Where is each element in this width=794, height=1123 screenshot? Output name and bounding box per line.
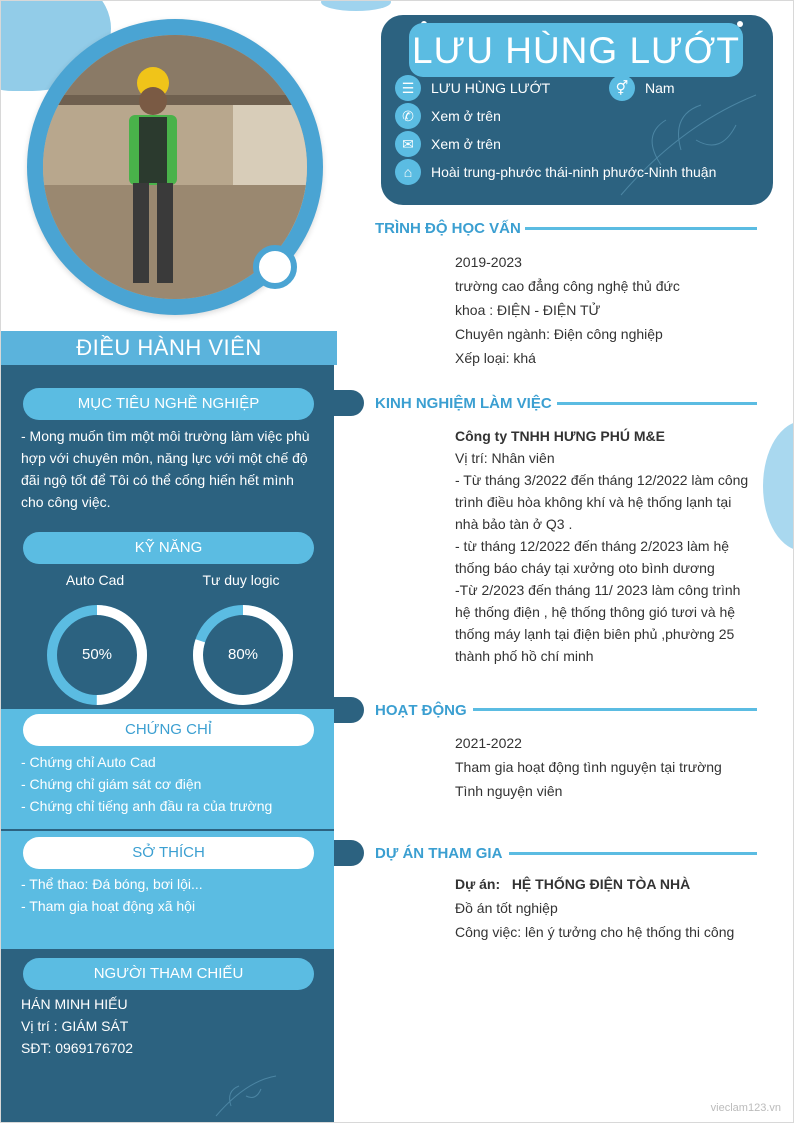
skill-value: 80% xyxy=(227,646,259,663)
location-icon: ⌂ xyxy=(395,159,421,185)
list-item: - Chứng chỉ giám sát cơ điện xyxy=(21,776,202,792)
project-type: Đồ án tốt nghiệp xyxy=(455,900,558,916)
skill-name: Auto Cad xyxy=(65,572,125,588)
decorative-blob xyxy=(763,421,794,551)
list-item: - Tham gia hoạt động xã hội xyxy=(21,898,196,914)
skill-name: Tư duy logic xyxy=(202,572,280,588)
section-divider xyxy=(525,227,757,230)
photo-decor-dot xyxy=(253,245,297,289)
references-heading: NGƯỜI THAM CHIẾU xyxy=(23,958,314,990)
certificates-list xyxy=(21,751,319,817)
gender-value: Nam xyxy=(645,80,675,96)
references-list xyxy=(21,993,319,1059)
career-goal-text: - Mong muốn tìm một môi trường làm việc phù hợp với chuyên môn, năng lực với một chế độ đãi ngộ tốt để Tôi có thể cống hiến hết mình cho công việc. xyxy=(21,428,310,510)
activities-heading: HOẠT ĐỘNG xyxy=(375,702,467,719)
education-major: Chuyên ngành: Điện công nghiệp xyxy=(455,326,663,342)
experience-detail: - từ tháng 12/2022 đến tháng 2/2023 làm hệ thống báo cháy tại xưởng oto bình dương xyxy=(455,538,730,576)
email-value: Xem ở trên xyxy=(431,136,501,152)
education-block xyxy=(455,250,755,370)
education-years: 2019-2023 xyxy=(455,254,522,270)
skills-heading: KỸ NĂNG xyxy=(23,532,314,564)
fullname-value: LƯU HÙNG LƯỚT xyxy=(431,80,551,96)
info-address xyxy=(395,159,716,185)
skill-value: 50% xyxy=(81,646,113,663)
career-goal-heading: MỤC TIÊU NGHỀ NGHIỆP xyxy=(23,388,314,420)
info-fullname xyxy=(395,75,550,101)
education-school: trường cao đẳng công nghệ thủ đức xyxy=(455,278,680,294)
phone-icon: ✆ xyxy=(395,103,421,129)
watermark: vieclam123.vn xyxy=(710,1102,781,1114)
header-card xyxy=(381,15,773,205)
activity-desc: Tham gia hoạt động tình nguyện tại trường xyxy=(455,759,722,775)
leaf-decoration xyxy=(211,1071,281,1121)
leaf-decoration xyxy=(611,85,761,205)
section-divider xyxy=(557,402,757,405)
project-name: HỆ THỐNG ĐIỆN TÒA NHÀ xyxy=(511,876,691,892)
activity-role: Tình nguyện viên xyxy=(455,783,563,799)
reference-position: Vị trí : GIÁM SÁT xyxy=(21,1018,129,1034)
profile-photo-frame xyxy=(27,19,323,315)
phone-value: Xem ở trên xyxy=(431,108,501,124)
certificates-heading: CHỨNG CHỈ xyxy=(23,714,314,746)
experience-detail: - Từ tháng 3/2022 đến tháng 12/2022 làm công trình điều hòa không khí và hệ thống lạnh tại nhà bảo tàn ở Q3 . xyxy=(455,472,749,532)
candidate-name: LƯU HÙNG LƯỚT xyxy=(409,23,743,77)
email-icon: ✉ xyxy=(395,131,421,157)
list-item: - Chứng chỉ Auto Cad xyxy=(21,754,156,770)
activities-block xyxy=(455,731,765,803)
experience-heading: KINH NGHIỆM LÀM VIỆC xyxy=(375,395,552,412)
reference-name: HÁN MINH HIẾU xyxy=(21,996,128,1012)
project-label: Dự án: xyxy=(455,876,501,892)
experience-company: Công ty TNHH HƯNG PHÚ M&E xyxy=(455,428,665,444)
address-value: Hoài trung-phước thái-ninh phước-Ninh thuận xyxy=(431,164,717,180)
id-card-icon: ☰ xyxy=(395,75,421,101)
hobbies-list xyxy=(21,873,319,917)
reference-phone: SĐT: 0969176702 xyxy=(21,1040,134,1056)
section-tab xyxy=(334,840,364,866)
projects-block xyxy=(455,872,765,944)
education-grade: Xếp loại: khá xyxy=(455,350,536,366)
list-item: - Chứng chỉ tiếng anh đầu ra của trường xyxy=(21,798,273,814)
list-item: - Thể thao: Đá bóng, bơi lội... xyxy=(21,876,203,892)
experience-position: Vị trí: Nhân viên xyxy=(455,450,555,466)
info-email xyxy=(395,131,501,157)
info-phone xyxy=(395,103,501,129)
activity-years: 2021-2022 xyxy=(455,735,522,751)
section-tab xyxy=(334,697,364,723)
education-faculty: khoa : ĐIỆN - ĐIỆN TỬ xyxy=(455,302,601,318)
gender-icon: ⚥ xyxy=(609,75,635,101)
hobbies-heading: SỞ THÍCH xyxy=(23,837,314,869)
section-divider xyxy=(509,852,757,855)
experience-block xyxy=(455,425,753,667)
projects-heading: DỰ ÁN THAM GIA xyxy=(375,845,503,862)
job-title: ĐIỀU HÀNH VIÊN xyxy=(1,331,337,365)
section-tab xyxy=(334,390,364,416)
experience-detail: -Từ 2/2023 đến tháng 11/ 2023 làm công trình hệ thống điện , hệ thống thông gió tươi và hệ thống máy lạnh tại điện biên phủ ,phường 25 thành phố hồ chí minh xyxy=(455,582,741,664)
project-role: Công việc: lên ý tưởng cho hệ thống thi công xyxy=(455,924,735,940)
info-gender xyxy=(609,75,675,101)
education-heading: TRÌNH ĐỘ HỌC VẤN xyxy=(375,220,521,237)
section-divider xyxy=(473,708,757,711)
project-title xyxy=(455,872,765,896)
decorative-blob xyxy=(321,0,391,11)
